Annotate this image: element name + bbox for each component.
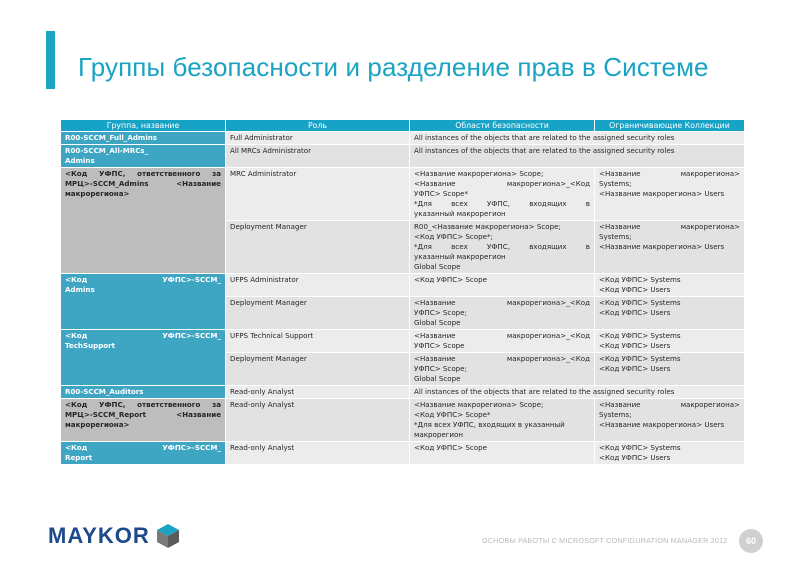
role-cell: UFPS Administrator	[226, 274, 410, 297]
header-collections: Ограничивающие Коллекции	[595, 120, 745, 132]
role-cell: Read-only Analyst	[226, 399, 410, 442]
table-row	[61, 442, 745, 465]
group-cell: R00-SCCM_All-MRCs_ Admins	[61, 145, 226, 168]
scope-cell: <Название макрорегиона> Scope; <Код УФПС> Scope* *Для всех УФПС, входящих в указанный макрорегион	[410, 399, 595, 442]
scope-full-cell: All instances of the objects that are related to the assigned security roles	[410, 145, 745, 168]
table-header-row	[61, 120, 745, 132]
collection-cell: <Код УФПС> Systems <Код УФПС> Users	[595, 274, 745, 297]
group-cell: <Код УФПС>-SCCM_ Report	[61, 442, 226, 465]
role-cell: MRC Administrator	[226, 168, 410, 221]
maykor-logo	[48, 523, 180, 549]
role-cell: Deployment Manager	[226, 221, 410, 274]
scope-full-cell: All instances of the objects that are related to the assigned security roles	[410, 132, 745, 145]
role-cell: UFPS Technical Support	[226, 330, 410, 353]
header-role: Роль	[226, 120, 410, 132]
role-cell: Full Administrator	[226, 132, 410, 145]
cube-icon	[156, 523, 180, 549]
table-row	[61, 330, 745, 353]
group-cell: <Код УФПС, ответственного за МРЦ>-SCCM_Report <Название макрорегиона>	[61, 399, 226, 442]
collection-cell: <Код УФПС> Systems <Код УФПС> Users	[595, 330, 745, 353]
collection-cell: <Название макрорегиона> Systems; <Название макрорегиона> Users	[595, 168, 745, 221]
table-row	[61, 399, 745, 442]
collection-cell: <Код УФПС> Systems <Код УФПС> Users	[595, 297, 745, 330]
scope-cell: <Название макрорегиона>_<Код УФПС> Scope; Global Scope	[410, 353, 595, 386]
collection-cell: <Название макрорегиона> Systems; <Название макрорегиона> Users	[595, 221, 745, 274]
role-cell: All MRCs Administrator	[226, 145, 410, 168]
role-cell: Read-only Analyst	[226, 386, 410, 399]
group-cell: <Код УФПС>-SCCM_ TechSupport	[61, 330, 226, 386]
table-row	[61, 274, 745, 297]
title-accent-bar	[46, 31, 55, 89]
collection-cell: <Название макрорегиона> Systems; <Название макрорегиона> Users	[595, 399, 745, 442]
scope-cell: <Название макрорегиона> Scope; <Название макрорегиона>_<Код УФПС> Scope* *Для всех УФПС, входящих в указанный макрорегион	[410, 168, 595, 221]
role-cell: Deployment Manager	[226, 353, 410, 386]
security-groups-table-container	[60, 119, 744, 465]
scope-cell: <Название макрорегиона>_<Код УФПС> Scope	[410, 330, 595, 353]
role-cell: Deployment Manager	[226, 297, 410, 330]
scope-cell: R00_<Название макрорегиона> Scope; <Код УФПС> Scope*; *Для всех УФПС, входящих в указанный макрорегион Global Scope	[410, 221, 595, 274]
table-row	[61, 386, 745, 399]
scope-cell: <Название макрорегиона>_<Код УФПС> Scope; Global Scope	[410, 297, 595, 330]
role-cell: Read-only Analyst	[226, 442, 410, 465]
page-number-badge: 60	[739, 529, 763, 553]
group-cell: R00-SCCM_Full_Admins	[61, 132, 226, 145]
scope-full-cell: All instances of the objects that are related to the assigned security roles	[410, 386, 745, 399]
page-title: Группы безопасности и разделение прав в Системе	[78, 52, 709, 82]
security-groups-table	[60, 119, 745, 465]
group-cell: <Код УФПС>-SCCM_ Admins	[61, 274, 226, 330]
scope-cell: <Код УФПС> Scope	[410, 274, 595, 297]
table-row	[61, 132, 745, 145]
group-cell: R00-SCCM_Auditors	[61, 386, 226, 399]
table-row	[61, 145, 745, 168]
table-row	[61, 168, 745, 221]
scope-cell: <Код УФПС> Scope	[410, 442, 595, 465]
collection-cell: <Код УФПС> Systems <Код УФПС> Users	[595, 442, 745, 465]
header-group: Группа, название	[61, 120, 226, 132]
header-scopes: Области безопасности	[410, 120, 595, 132]
logo-text: MAYKOR	[48, 523, 150, 548]
collection-cell: <Код УФПС> Systems <Код УФПС> Users	[595, 353, 745, 386]
footer-course-note: ОСНОВЫ РАБОТЫ С MICROSOFT CONFIGURATION MANAGER 2012	[482, 536, 728, 545]
group-cell: <Код УФПС, ответственного за МРЦ>-SCCM_Admins <Название макрорегиона>	[61, 168, 226, 274]
